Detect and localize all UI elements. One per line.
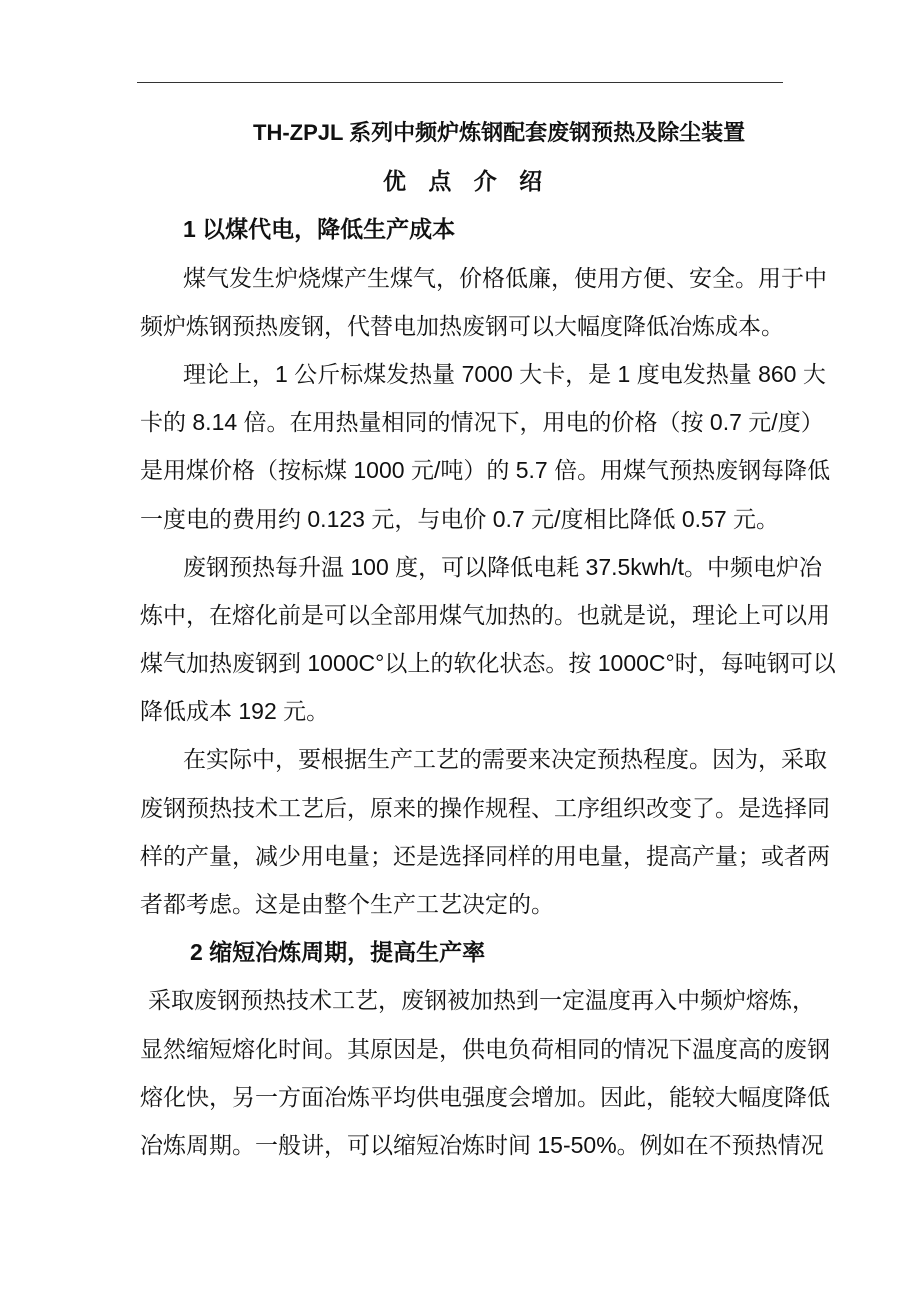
paragraph-line: 采取废钢预热技术工艺，废钢被加热到一定温度再入中频炉熔炼， — [148, 987, 815, 1014]
paragraph — [140, 735, 830, 928]
paragraph — [140, 254, 827, 350]
document-subtitle: 优 点 介 绍 — [383, 168, 551, 195]
paragraph-line: 显然缩短熔化时间。其原因是，供电负荷相同的情况下温度高的废钢 — [140, 1035, 830, 1062]
paragraph-line: 熔化快，另一方面冶炼平均供电强度会增加。因此，能较大幅度降低 — [140, 1083, 830, 1110]
paragraph-line: 废钢预热每升温 100 度，可以降低电耗 37.5kwh/t。中频电炉冶 — [183, 553, 822, 580]
paragraph-line: 煤气加热废钢到 1000C°以上的软化状态。按 1000C°时，每吨钢可以 — [140, 650, 836, 677]
paragraph-line: 频炉炼钢预热废钢，代替电加热废钢可以大幅度降低冶炼成本。 — [140, 312, 784, 339]
paragraph-line: 废钢预热技术工艺后，原来的操作规程、工序组织改变了。是选择同 — [140, 794, 830, 821]
document-title: TH-ZPJL 系列中频炉炼钢配套废钢预热及除尘装置 — [253, 120, 746, 145]
paragraph-line: 炼中，在熔化前是可以全部用煤气加热的。也就是说，理论上可以用 — [140, 601, 830, 628]
section-heading: 2 缩短冶炼周期，提高生产率 — [190, 939, 486, 966]
paragraph-line: 煤气发生炉烧煤产生煤气，价格低廉，使用方便、安全。用于中 — [183, 264, 827, 291]
paragraph-line: 样的产量，减少用电量；还是选择同样的用电量，提高产量；或者两 — [140, 842, 830, 869]
paragraph-line: 冶炼周期。一般讲，可以缩短冶炼时间 15-50%。例如在不预热情况 — [140, 1131, 824, 1158]
paragraph-line: 卡的 8.14 倍。在用热量相同的情况下，用电的价格（按 0.7 元/度） — [140, 409, 824, 436]
section-heading: 1 以煤代电，降低生产成本 — [183, 216, 456, 243]
paragraph — [140, 543, 836, 736]
document-body — [140, 109, 836, 1169]
paragraph-line: 是用煤价格（按标煤 1000 元/吨）的 5.7 倍。用煤气预热废钢每降低 — [140, 457, 831, 484]
paragraph — [140, 976, 830, 1169]
paragraph-line: 一度电的费用约 0.123 元，与电价 0.7 元/度相比降低 0.57 元。 — [140, 505, 780, 532]
paragraph — [140, 350, 831, 543]
paragraph-line: 者都考虑。这是由整个生产工艺决定的。 — [140, 891, 554, 917]
header-rule — [137, 82, 783, 83]
paragraph-line: 在实际中，要根据生产工艺的需要来决定预热程度。因为，采取 — [183, 746, 827, 773]
paragraph-line: 理论上，1 公斤标煤发热量 7000 大卡，是 1 度电发热量 860 大 — [183, 360, 826, 387]
paragraph-line: 降低成本 192 元。 — [140, 698, 330, 725]
